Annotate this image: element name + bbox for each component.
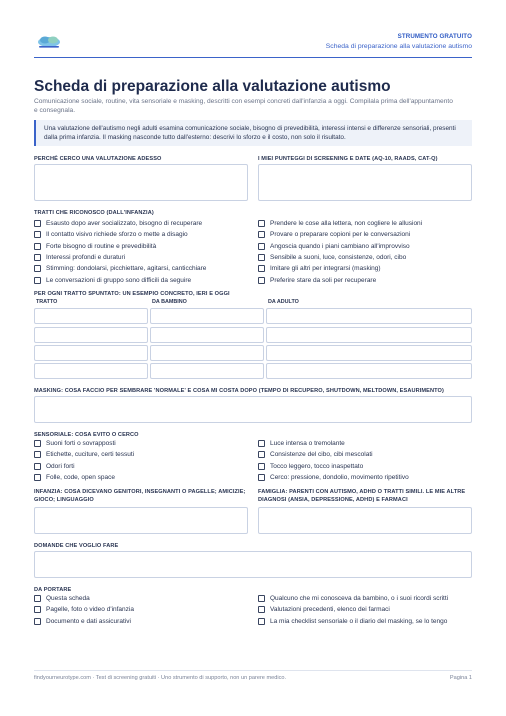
table-cell-child[interactable] [150, 363, 264, 379]
sensory-item[interactable]: Etichette, cuciture, certi tessuti [34, 449, 248, 460]
trait-item[interactable]: Provare o preparare copioni per le conversazioni [258, 229, 472, 240]
table-cell-adult[interactable] [266, 363, 472, 379]
sensory-item[interactable]: Consistenze del cibo, cibi mescolati [258, 449, 472, 460]
trait-item[interactable]: Interessi profondi e duraturi [34, 252, 248, 263]
family-label: FAMIGLIA: PARENTI CON AUTISMO, ADHD O TRATTI SIMILI. LE MIE ALTRE DIAGNOSI (ANSIA, DEPRESSIONE, ADHD) E FARMACI [258, 489, 466, 503]
table-cell-adult[interactable] [266, 345, 472, 361]
checkbox[interactable] [34, 243, 41, 250]
sensory-item[interactable]: Cerco: pressione, dondolio, movimento ripetitivo [258, 472, 472, 483]
sensory-label: SENSORIALE: COSA EVITO O CERCO [34, 432, 139, 438]
checkbox[interactable] [34, 254, 41, 261]
sensory-item[interactable]: Suoni forti o sovrapposti [34, 438, 248, 449]
table-cell-trait[interactable] [34, 308, 148, 324]
checkbox[interactable] [34, 440, 41, 447]
traits-label: TRATTI CHE RICONOSCO (DALL'INFANZIA) [34, 210, 154, 216]
sensory-item[interactable]: Luce intensa o tremolante [258, 438, 472, 449]
trait-item[interactable]: Imitare gli altri per integrarsi (masking) [258, 263, 472, 274]
sensory-item[interactable]: Folle, code, open space [34, 472, 248, 483]
checkbox[interactable] [34, 474, 41, 481]
column-header-child: DA BAMBINO [152, 299, 187, 305]
column-header-trait: TRATTO [36, 299, 58, 305]
masking-field[interactable] [34, 396, 472, 423]
checkbox[interactable] [258, 254, 265, 261]
checkbox[interactable] [258, 474, 265, 481]
checkbox[interactable] [258, 606, 265, 613]
checkbox[interactable] [258, 265, 265, 272]
table-cell-trait[interactable] [34, 327, 148, 343]
table-cell-adult[interactable] [266, 308, 472, 324]
checkbox[interactable] [258, 451, 265, 458]
checkbox[interactable] [34, 606, 41, 613]
examples-label: PER OGNI TRATTO SPUNTATO: UN ESEMPIO CONCRETO, IERI E OGGI [34, 291, 230, 297]
page-header [34, 30, 472, 58]
checkbox[interactable] [258, 277, 265, 284]
bring-item[interactable]: Pagelle, foto o video d'infanzia [34, 604, 248, 615]
bring-label: DA PORTARE [34, 587, 72, 593]
table-cell-child[interactable] [150, 308, 264, 324]
scores-label: I MIEI PUNTEGGI DI SCREENING E DATE (AQ-10, RAADS, CAT-Q) [258, 156, 438, 162]
column-header-adult: DA ADULTO [268, 299, 299, 305]
table-cell-adult[interactable] [266, 327, 472, 343]
checkbox[interactable] [34, 595, 41, 602]
childhood-label: INFANZIA: COSA DICEVANO GENITORI, INSEGNANTI O PAGELLE; AMICIZIE; GIOCO; LINGUAGGIO [34, 489, 246, 503]
checkbox[interactable] [258, 463, 265, 470]
checkbox[interactable] [34, 231, 41, 238]
checkbox[interactable] [34, 463, 41, 470]
sensory-item[interactable]: Odori forti [34, 461, 248, 472]
traits-left-list [34, 218, 248, 286]
checkbox[interactable] [258, 595, 265, 602]
info-callout: Una valutazione dell'autismo negli adulti esamina comunicazione sociale, bisogno di prevedibilità, interessi intensi e differenze sensoriali, presenti dalla prima infanzia. Il masking nasconde tutto dall'esterno: descrivi lo sforzo e il costo, non solo il risultato. [34, 120, 472, 146]
trait-item[interactable]: Prendere le cose alla lettera, non cogliere le allusioni [258, 218, 472, 229]
trait-item[interactable]: Il contatto visivo richiede sforzo o mette a disagio [34, 229, 248, 240]
bring-item[interactable]: Qualcuno che mi conosceva da bambino, o i suoi ricordi scritti [258, 593, 472, 604]
checkbox[interactable] [258, 618, 265, 625]
trait-item[interactable]: Esausto dopo aver socializzato, bisogno di recuperare [34, 218, 248, 229]
table-cell-child[interactable] [150, 327, 264, 343]
checkbox[interactable] [258, 440, 265, 447]
scores-field[interactable] [258, 164, 472, 201]
childhood-field[interactable] [34, 507, 248, 534]
questions-label: DOMANDE CHE VOGLIO FARE [34, 543, 119, 549]
bring-item[interactable]: Questa scheda [34, 593, 248, 604]
bring-item[interactable]: La mia checklist sensoriale o il diario del masking, se lo tengo [258, 616, 472, 627]
bring-item[interactable]: Documento e dati assicurativi [34, 616, 248, 627]
page-footer [34, 670, 472, 681]
page-title: Scheda di preparazione alla valutazione autismo [34, 78, 391, 95]
checkbox[interactable] [258, 231, 265, 238]
table-cell-trait[interactable] [34, 345, 148, 361]
bring-item[interactable]: Valutazioni precedenti, elenco dei farmaci [258, 604, 472, 615]
traits-right-list [258, 218, 472, 286]
trait-item[interactable]: Sensibile a suoni, luce, consistenze, odori, cibo [258, 252, 472, 263]
trait-item[interactable]: Angoscia quando i piani cambiano all'improvviso [258, 241, 472, 252]
checkbox[interactable] [258, 220, 265, 227]
trait-item[interactable]: Preferire stare da soli per recuperare [258, 274, 472, 285]
table-cell-child[interactable] [150, 345, 264, 361]
header-subtitle: Scheda di preparazione alla valutazione autismo [325, 43, 472, 50]
why-field[interactable] [34, 164, 248, 201]
trait-item[interactable]: Forte bisogno di routine e prevedibilità [34, 241, 248, 252]
brand-logo-icon [36, 33, 62, 49]
sensory-item[interactable]: Tocco leggero, tocco inaspettato [258, 461, 472, 472]
bring-right-list [258, 593, 472, 627]
header-tag: STRUMENTO GRATUITO [397, 33, 472, 40]
checkbox[interactable] [34, 618, 41, 625]
sensory-left-list [34, 438, 248, 483]
page-number: Pagina 1 [449, 675, 472, 681]
checkbox[interactable] [34, 277, 41, 284]
trait-item[interactable]: Le conversazioni di gruppo sono difficili da seguire [34, 274, 248, 285]
bring-left-list [34, 593, 248, 627]
checkbox[interactable] [34, 451, 41, 458]
family-field[interactable] [258, 507, 472, 534]
footer-text: findyourneurotype.com · Test di screening gratuiti · Uno strumento di supporto, non un parere medico. [34, 675, 287, 681]
page-subtitle: Comunicazione sociale, routine, vita sensoriale e masking, descritti con esempi concreti dall'infanzia a oggi. Compilala prima dell'appuntamento e consegnala. [34, 98, 453, 115]
checkbox[interactable] [34, 265, 41, 272]
questions-field[interactable] [34, 551, 472, 578]
checkbox[interactable] [258, 243, 265, 250]
why-label: PERCHÉ CERCO UNA VALUTAZIONE ADESSO [34, 156, 162, 162]
table-cell-trait[interactable] [34, 363, 148, 379]
trait-item[interactable]: Stimming: dondolarsi, picchiettare, agitarsi, canticchiare [34, 263, 248, 274]
sensory-right-list [258, 438, 472, 483]
checkbox[interactable] [34, 220, 41, 227]
masking-label: MASKING: COSA FACCIO PER SEMBRARE 'NORMALE' E COSA MI COSTA DOPO (TEMPO DI RECUPERO, SHUTDOWN, MELTDOWN, ESAURIMENTO) [34, 388, 444, 394]
